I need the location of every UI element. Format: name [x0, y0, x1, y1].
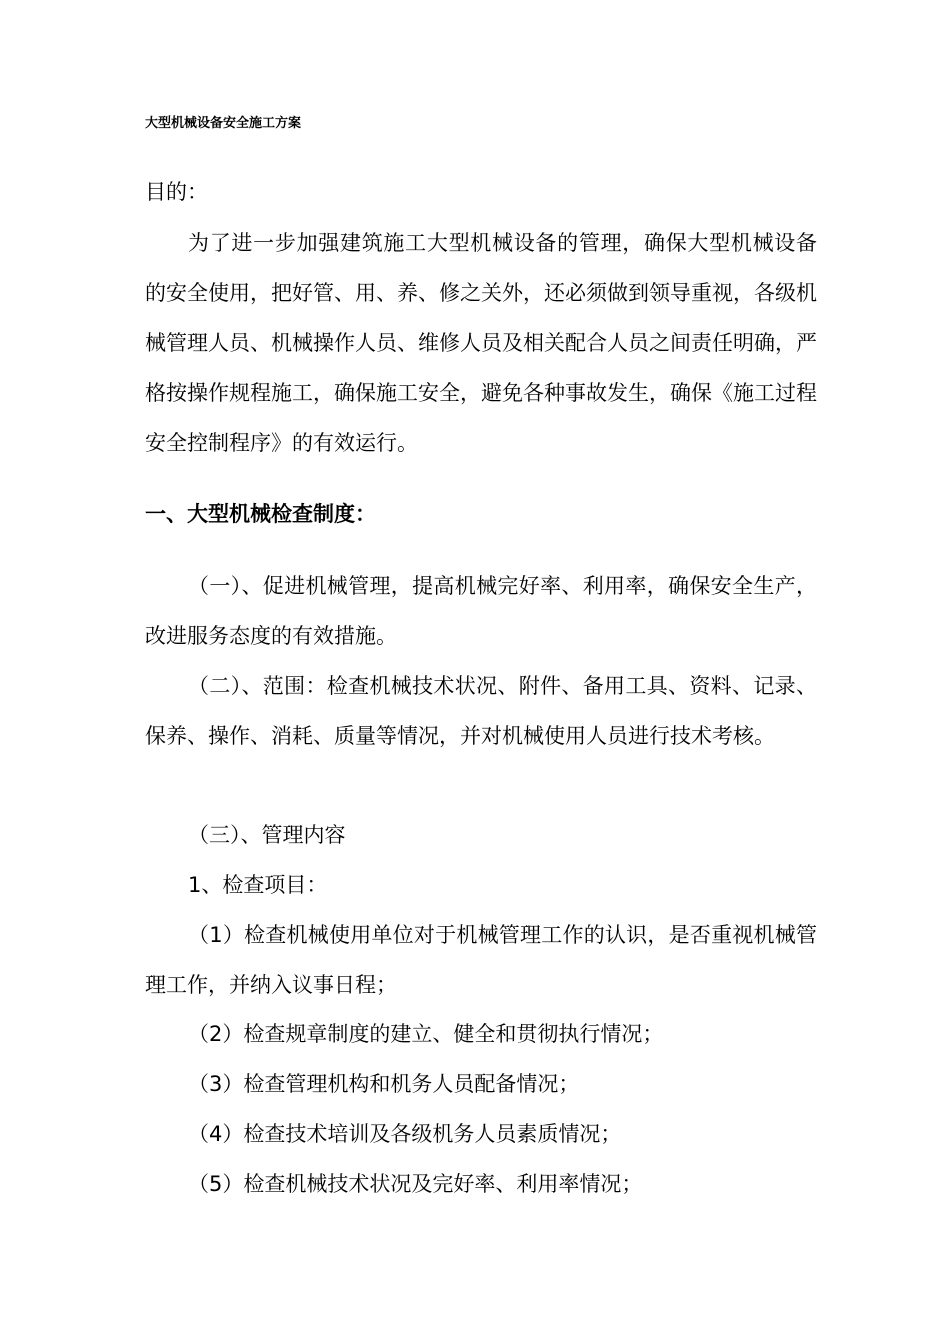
list-item: （2）检查规章制度的建立、健全和贯彻执行情况； [188, 1022, 664, 1046]
section-heading-inspection-system: 一、大型机械检查制度： [145, 502, 376, 526]
list-item: 1、检查项目： [188, 873, 328, 897]
list-item: （三）、管理内容 [188, 823, 346, 847]
list-item: （一）、促进机械管理，提高机械完好率、利用率，确保安全生产，改进服务态度的有效措施。 [145, 574, 817, 648]
list-item: （4）检查技术培训及各级机务人员素质情况； [188, 1122, 622, 1146]
purpose-label: 目的： [145, 180, 208, 204]
list-item: （1）检查机械使用单位对于机械管理工作的认识，是否重视机械管理工作，并纳入议事日程； [145, 923, 817, 997]
purpose-paragraph: 为了进一步加强建筑施工大型机械设备的管理，确保大型机械设备的安全使用，把好管、用、养、修之关外，还必须做到领导重视，各级机械管理人员、机械操作人员、维修人员及相关配合人员之间责任明确，严格按操作规程施工，确保施工安全，避免各种事故发生，确保《施工过程安全控制程序》的有效运行。 [145, 231, 817, 455]
list-item: （3）检查管理机构和机务人员配备情况； [188, 1072, 580, 1096]
list-item: （5）检查机械技术状况及完好率、利用率情况； [188, 1172, 643, 1196]
list-item: （二）、范围：检查机械技术状况、附件、备用工具、资料、记录、保养、操作、消耗、质量等情况，并对机械使用人员进行技术考核。 [145, 674, 817, 748]
document-title: 大型机械设备安全施工方案 [145, 116, 302, 131]
